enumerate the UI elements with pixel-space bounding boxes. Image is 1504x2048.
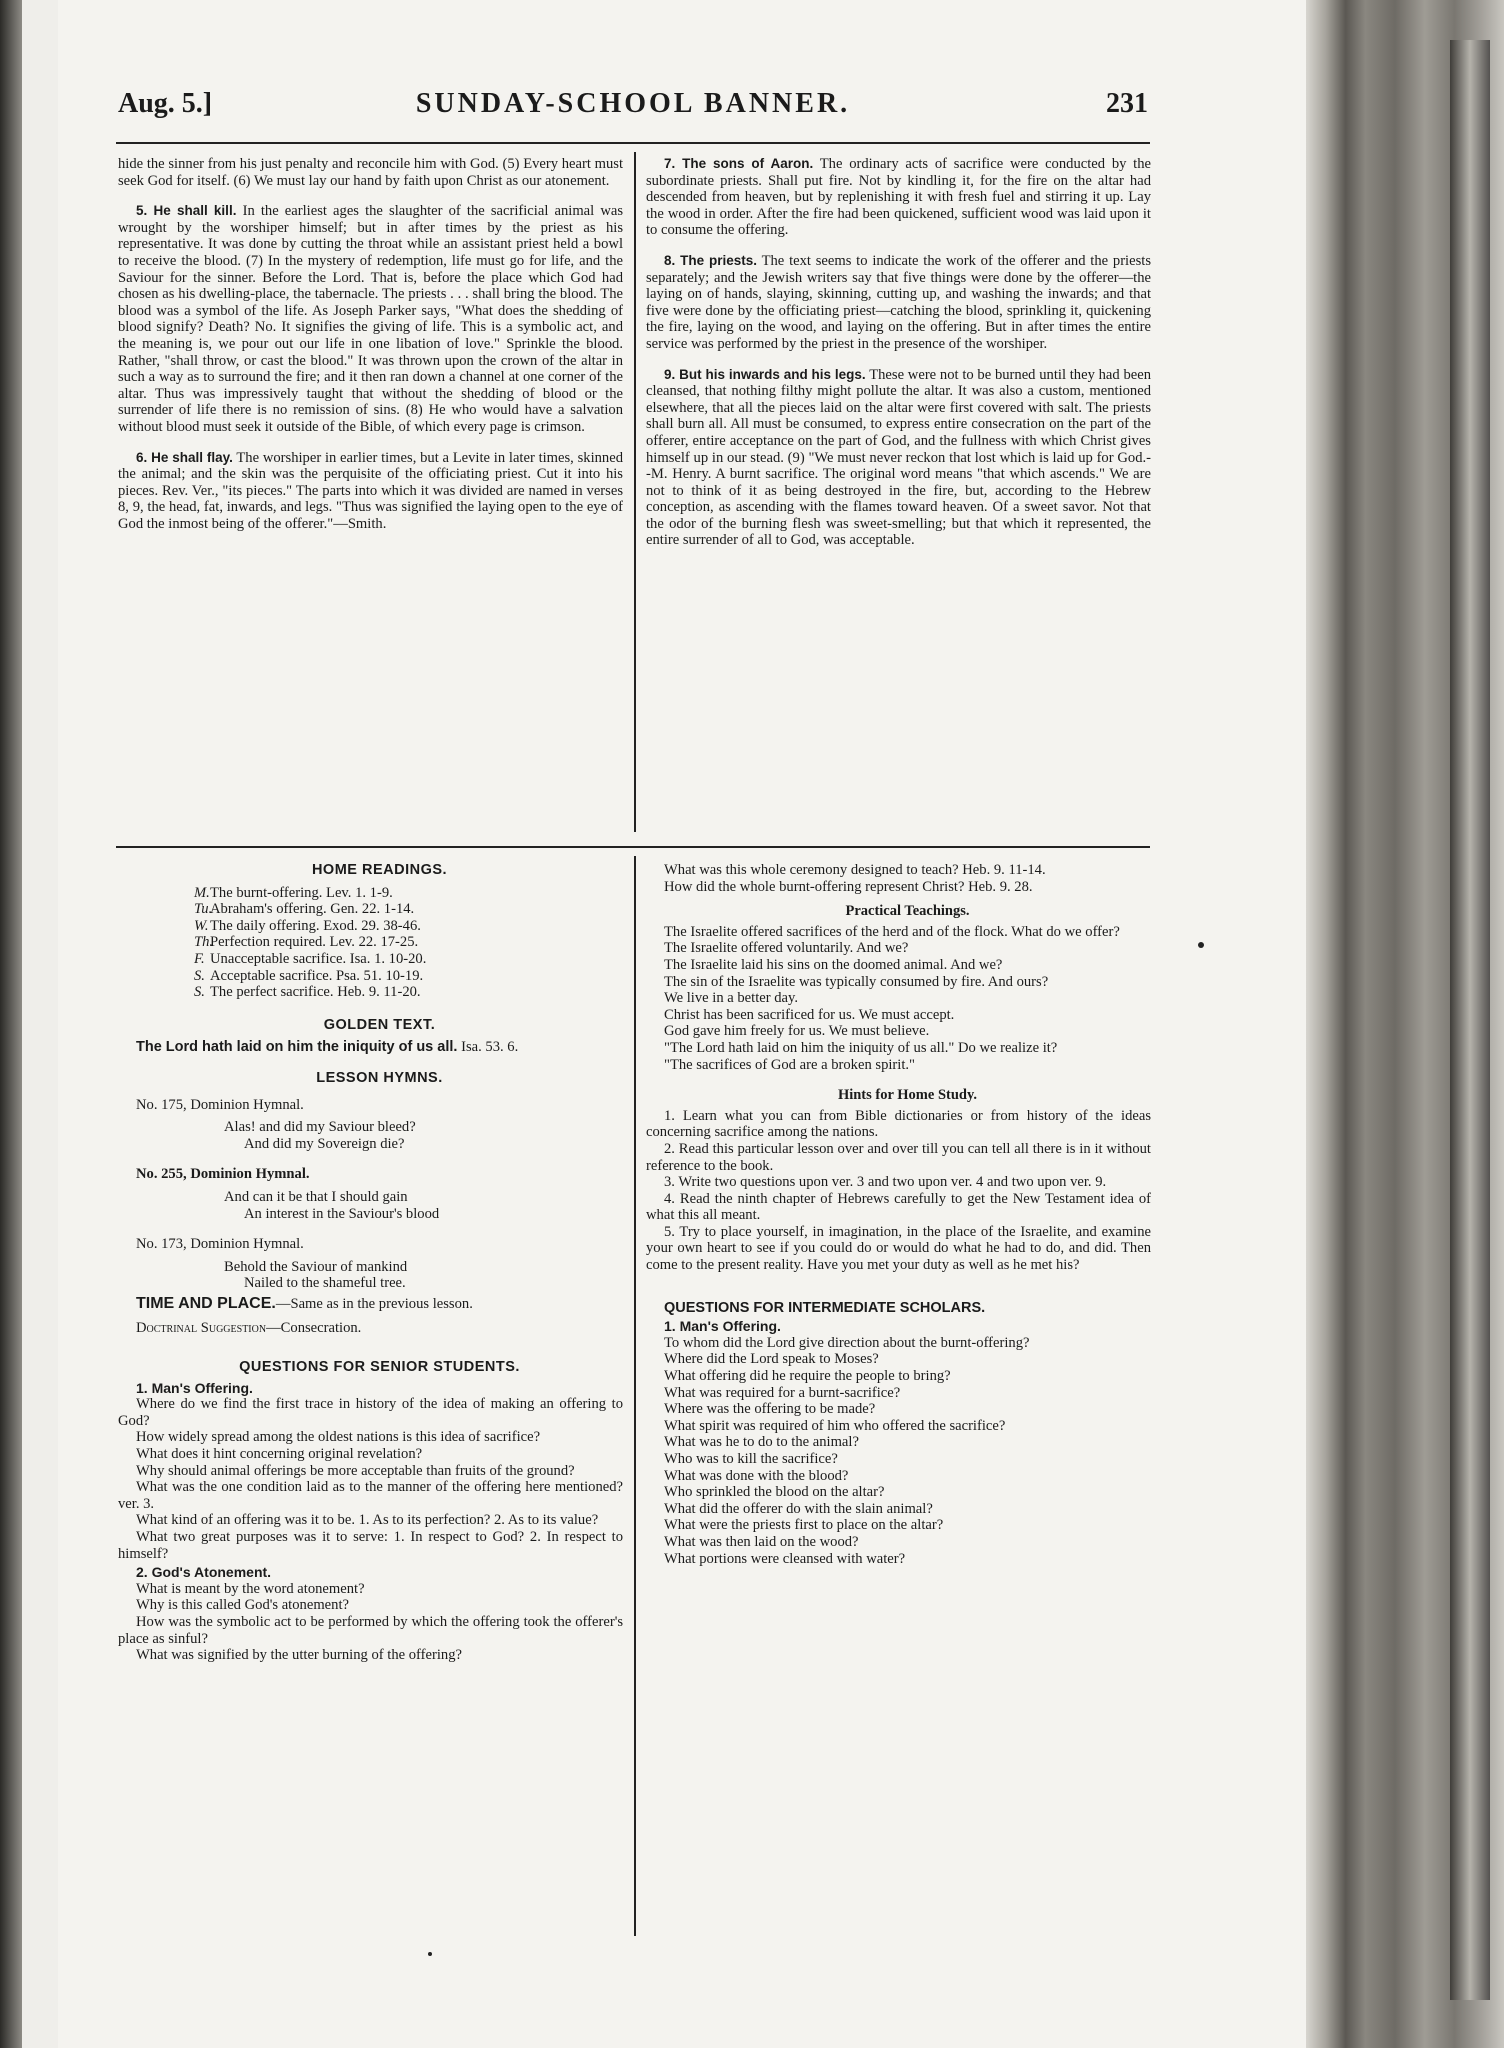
ink-spot xyxy=(1198,942,1204,948)
commentary-intro: hide the sinner from his just penalty and reconcile him with God. (5) Every heart must seek God for itself. (6) We must lay our hand by faith upon Christ as our atonement. xyxy=(118,156,623,189)
verse-6-label: 6. He shall flay. xyxy=(136,449,233,465)
header-title: SUNDAY-SCHOOL BANNER. xyxy=(415,88,851,119)
hymn-entry: No. 173, Dominion Hymnal. Behold the Saviour of mankind Nailed to the shameful tree. xyxy=(136,1236,408,1292)
verse-8-text: The text seems to indicate the work of the offerer and the priests separately; and the Jewish writers say that five things were done by the offerer—the laying on of hands, slaying, skinning, cutting up, and washing the inwards; and that five were done by the officiating priest—catching the blood, sprinkling it, quickening the fire, laying on the wood, and laying on the offering. But in after times the entire service was performed by the priest in the presence of the worshiper. xyxy=(646,252,1152,352)
home-reading-item: W. The daily offering. Exod. 29. 38-46. xyxy=(194,917,421,934)
teaching: "The Lord hath laid on him the iniquity of us all." Do we realize it? xyxy=(664,1039,1058,1056)
teaching: Christ has been sacrificed for us. We must accept. xyxy=(664,1006,955,1023)
question: How did the whole burnt-offering represent Christ? Heb. 9. 28. xyxy=(664,878,1033,895)
senior-part-2-questions xyxy=(118,1581,623,1664)
hint: 1. Learn what you can from Bible dictionaries or from history of the ideas concerning sacrifice among the nations. xyxy=(646,1107,1151,1141)
teaching: God gave him freely for us. We must believe. xyxy=(664,1023,930,1040)
home-readings-heading: HOME READINGS. xyxy=(311,862,448,878)
question: Where did the Lord speak to Moses? xyxy=(664,1351,879,1368)
commentary-right-column xyxy=(646,156,1151,549)
home-reading-item: M.The burnt-offering. Lev. 1. 1-9. xyxy=(194,884,393,901)
question: Where do we find the first trace in history of the idea of making an offering to God? xyxy=(118,1396,623,1429)
question: What did the offerer do with the slain animal? xyxy=(664,1500,933,1517)
lesson-hymns-heading: LESSON HYMNS. xyxy=(316,1069,443,1086)
question: What is meant by the word atonement? xyxy=(136,1580,365,1597)
teaching: "The sacrifices of God are a broken spirit." xyxy=(664,1056,915,1073)
question: To whom did the Lord give direction about the burnt-offering? xyxy=(664,1334,1030,1351)
question: What offering did he require the people to bring? xyxy=(664,1368,951,1385)
teaching: We live in a better day. xyxy=(664,990,799,1007)
teaching: The Israelite laid his sins on the doomed animal. And we? xyxy=(664,956,1003,973)
hints-list xyxy=(646,1108,1151,1274)
question: What was done with the blood? xyxy=(664,1467,849,1484)
verse-6-note xyxy=(118,450,623,533)
verse-8-note xyxy=(646,253,1151,353)
senior-part-1-questions xyxy=(118,1396,623,1562)
question: What was then laid on the wood? xyxy=(664,1533,859,1550)
lesson-helps-right-column xyxy=(646,862,1151,1567)
running-header xyxy=(118,88,1148,132)
home-readings-list xyxy=(118,885,623,1001)
verse-7-label: 7. The sons of Aaron. xyxy=(664,156,814,171)
senior-part-2-heading: 2. God's Atonement. xyxy=(136,1564,272,1581)
senior-part-1-heading: 1. Man's Offering. xyxy=(136,1379,253,1396)
question: Who was to kill the sacrifice? xyxy=(664,1451,838,1467)
question: What was the one condition laid as to the manner of the offering here mentioned? ver. 3. xyxy=(118,1479,623,1512)
practical-teachings-heading: Practical Teachings. xyxy=(845,903,970,920)
question: Who sprinkled the blood on the altar? xyxy=(664,1484,885,1501)
hints-heading: Hints for Home Study. xyxy=(837,1087,978,1104)
page-left-edge xyxy=(0,0,22,2048)
column-divider-bottom xyxy=(634,856,636,1936)
question: What kind of an offering was it to be. 1. As to its perfection? 2. As to its value? xyxy=(136,1512,599,1529)
verse-6-text: The worshiper in earlier times, but a Levite in later times, skinned the animal; and the skin was the perquisite of the officiating priest. Cut it into his pieces. Rev. Ver., "its pieces." The parts into which it was divided are named in verses 8, 9, the head, fat, inwards, and legs. "Thus was signified the laying open to the eye of God the inmost being of the offerer."—Smith. xyxy=(118,449,623,532)
home-reading-item: Tu.Abraham's offering. Gen. 22. 1-14. xyxy=(194,901,415,918)
mid-rule xyxy=(116,846,1150,848)
hymn-entry: No. 175, Dominion Hymnal. Alas! and did my Saviour bleed? And did my Sovereign die? xyxy=(136,1096,416,1152)
golden-text-ref: Isa. 53. 6. xyxy=(461,1039,519,1056)
header-rule xyxy=(116,142,1150,144)
question: What does it hint concerning original revelation? xyxy=(136,1446,423,1463)
commentary-left-column xyxy=(118,156,623,532)
verse-8-label: 8. The priests. xyxy=(664,252,758,268)
teaching: The Israelite offered voluntarily. And we? xyxy=(664,940,909,957)
ink-spot xyxy=(428,1952,432,1956)
verse-5-label: 5. He shall kill. xyxy=(136,203,237,219)
hint: 5. Try to place yourself, in imagination, in the place of the Israelite, and examine your own heart to see if you could do or would do what he had to do, and did. Then come to the present reality. Have you met your duty as well as he met his? xyxy=(646,1223,1151,1274)
question: Where was the offering to be made? xyxy=(664,1401,876,1418)
hint: 2. Read this particular lesson over and over till you can tell all there is in it without reference to the book. xyxy=(646,1140,1151,1174)
home-reading-item: S. The perfect sacrifice. Heb. 9. 11-20. xyxy=(194,984,421,1001)
senior-questions-heading: QUESTIONS FOR SENIOR STUDENTS. xyxy=(239,1359,520,1376)
question: What was required for a burnt-sacrifice? xyxy=(664,1384,901,1401)
question: What were the priests first to place on the altar? xyxy=(664,1517,944,1534)
verse-9-label: 9. But his inwards and his legs. xyxy=(664,366,866,382)
golden-text-heading: GOLDEN TEXT. xyxy=(323,1016,436,1033)
verse-9-note xyxy=(646,367,1151,550)
teaching: The Israelite offered sacrifices of the herd and of the flock. What do we offer? xyxy=(664,923,1120,940)
intermediate-questions-heading: QUESTIONS FOR INTERMEDIATE SCHOLARS. xyxy=(664,1299,986,1316)
question: What portions were cleansed with water? xyxy=(664,1550,906,1567)
hint: 3. Write two questions upon ver. 3 and two upon ver. 4 and two upon ver. 9. xyxy=(664,1174,1107,1191)
home-reading-item: Th.Perfection required. Lev. 22. 17-25. xyxy=(194,934,419,951)
time-and-place: TIME AND PLACE.—Same as in the previous lesson. xyxy=(136,1294,473,1312)
question: How was the symbolic act to be performed by which the offering took the offerer's place as sinful? xyxy=(118,1613,623,1647)
question: What two great purposes was it to serve: 1. In respect to God? 2. In respect to himself? xyxy=(118,1529,623,1562)
page-number: 231 xyxy=(1106,88,1148,119)
golden-text: The Lord hath laid on him the iniquity of us all. Isa. 53. 6. xyxy=(136,1039,519,1056)
verse-7-text: The ordinary acts of sacrifice were conducted by the subordinate priests. Shall put fire. Not by kindling it, for the fire on the altar had descended from heaven, but by replenishing it with fresh fuel and stirring it up. Lay the wood in order. After the fire had been quickened, sufficient wood was laid upon it to consume the offering. xyxy=(646,156,1151,239)
verse-7-note xyxy=(646,156,1151,239)
practical-teachings-list xyxy=(646,924,1151,1073)
question: What was signified by the utter burning of the offering? xyxy=(136,1647,462,1664)
column-divider-top xyxy=(634,152,636,832)
intermediate-questions-list xyxy=(646,1335,1151,1567)
question: Why should animal offerings be more acceptable than fruits of the ground? xyxy=(136,1462,575,1479)
verse-9-text: These were not to be burned until they had been cleansed, that nothing filthy might pollute the altar. It was also a custom, mentioned elsewhere, that all the pieces laid on the altar were first covered with salt. The priests shall burn all. All must be consumed, to express entire consecration on the part of the offerer, entire acceptance on the part of God, and the fullness with which Christ gives himself up in our stead. (9) "We must never reckon that lost which is laid up for God.--M. Henry. A burnt sacrifice. The original word means "that which ascends." We are not to think of it as being destroyed in the fire, but, according to the Hebrew conception, as ascending with the flames toward heaven. Of a sweet savor. Not that the odor of the burning flesh was sweet-smelling; but that which it represented, the entire surrender of all to God, was acceptable. xyxy=(646,366,1152,549)
question: What was this whole ceremony designed to teach? Heb. 9. 11-14. xyxy=(664,862,1046,878)
verse-5-text: In the earliest ages the slaughter of the sacrificial animal was wrought by the worshiper himself; but in after times by the priest as his representative. It was done by cutting the throat while an assistant priest held a bowl to receive the blood. (7) In the mystery of redemption, life must go for life, and the Saviour for the sinner. Before the Lord. That is, before the place which God had chosen as his dwelling-place, the tabernacle. The priests . . . shall bring the blood. The blood was a symbol of the life. As Joseph Parker says, "What does the shedding of blood signify? Death? No. It signifies the giving of life. This is a symbolic act, and the meaning is, we pour out our life in one libation of love." Sprinkle the blood. Rather, "shall throw, or cast the blood." It was thrown upon the crown of the altar in such a way as to surround the fire; and it then ran down a channel at one corner of the altar. Thus was impressively taught that without the shedding of blood or the surrender of life there is no remission of sins. (8) He who would have a salvation without blood must seek it outside of the Bible, of which every page is crimson. xyxy=(118,203,624,435)
header-date: Aug. 5.] xyxy=(118,88,213,119)
question: What was he to do to the animal? xyxy=(664,1434,859,1451)
question: What spirit was required of him who offered the sacrifice? xyxy=(664,1417,1006,1434)
intermediate-part-1-heading: 1. Man's Offering. xyxy=(664,1318,781,1335)
question: Why is this called God's atonement? xyxy=(136,1597,349,1614)
book-spine-strip xyxy=(1450,40,1490,2000)
verse-5-note xyxy=(118,203,623,435)
home-reading-item: S. Acceptable sacrifice. Psa. 51. 10-19. xyxy=(194,967,424,984)
hint: 4. Read the ninth chapter of Hebrews carefully to get the New Testament idea of what this all meant. xyxy=(646,1190,1151,1224)
home-reading-item: F. Unacceptable sacrifice. Isa. 1. 10-20. xyxy=(194,950,427,967)
doctrinal-suggestion: Doctrinal Suggestion—Consecration. xyxy=(136,1320,362,1337)
question: How widely spread among the oldest nations is this idea of sacrifice? xyxy=(136,1429,541,1446)
hymn-entry: No. 255, Dominion Hymnal. And can it be that I should gain An interest in the Saviour's blood xyxy=(136,1166,440,1222)
teaching: The sin of the Israelite was typically consumed by fire. And ours? xyxy=(664,973,1049,990)
lesson-helps-left-column xyxy=(118,862,623,1664)
